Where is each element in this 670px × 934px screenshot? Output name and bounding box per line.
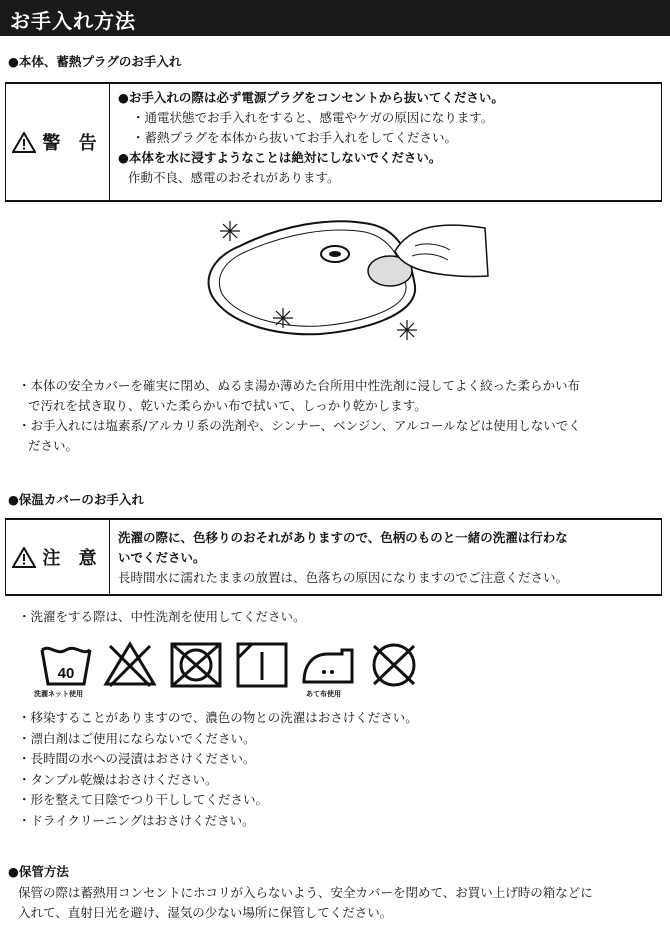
warning-box: [5, 82, 662, 202]
caution-label-cell: [6, 520, 110, 594]
warning-triangle-icon: [12, 132, 36, 153]
warning-line: ●お手入れの際は必ず電源プラグをコンセントから抜いてください。: [118, 90, 504, 105]
warning-label-cell: [6, 84, 110, 200]
section-heading-storage: ●保管方法: [8, 864, 69, 879]
warning-line: ●本体を水に浸すようなことは絶対にしないでください。: [118, 150, 442, 165]
wash-note: ・洗濯をする際は、中性洗剤を使用してください。: [18, 609, 306, 624]
note-item: ・形を整えて日陰でつり干ししてください。: [18, 792, 269, 807]
care-line: ・本体の安全カバーを確実に閉め、ぬるま湯か薄めた台所用中性洗剤に浸してよく絞った柔らかい布: [18, 378, 581, 393]
caution-text: [118, 528, 653, 588]
note-item: ・漂白剤はご使用にならないでください。: [18, 730, 256, 746]
line-dry-shade-icon: [234, 640, 290, 690]
iron-low-icon: [298, 640, 358, 690]
wash-40-icon: [38, 640, 94, 690]
note-item: ・移染することがありますので、濃色の物との洗濯はおさけください。: [18, 710, 418, 725]
care-line: ・お手入れには塩素系/アルカリ系の洗剤や、シンナー、ベンジン、アルコールなどは使用しないでく: [18, 418, 581, 433]
care-instructions: [18, 376, 658, 456]
caution-label: 注 意: [42, 548, 103, 569]
warning-line: ・通電状態でお手入れをすると、感電やケガの原因になります。: [132, 110, 494, 125]
caution-line: 洗濯の際に、色移りのおそれがありますので、色柄のものと一緒の洗濯は行わな: [118, 530, 568, 545]
warning-line: 作動不良、感電のおそれがあります。: [128, 170, 340, 185]
cover-notes: [18, 708, 658, 831]
no-tumble-dry-icon: [168, 640, 224, 690]
caution-triangle-icon: [12, 547, 36, 568]
care-line: で汚れを拭き取り、乾いた柔らかい布で拭いて、しっかり乾かします。: [28, 398, 427, 413]
wash-caption: 洗濯ネット使用: [34, 690, 83, 698]
laundry-symbols: [30, 640, 450, 700]
storage-line: 保管の際は蓄熱用コンセントにホコリが入らないよう、安全カバーを閉めて、お買い上げ時の箱などに: [18, 885, 593, 900]
no-dry-clean-icon: [366, 640, 422, 690]
iron-caption: あて布使用: [306, 690, 341, 698]
caution-line: いでください。: [118, 550, 206, 565]
title-bar: [0, 0, 670, 36]
warning-line: ・蓄熱プラグを本体から抜いてお手入れをしてください。: [132, 130, 458, 145]
no-bleach-icon: [102, 640, 158, 690]
section-heading-cover-care: ●保温カバーのお手入れ: [8, 492, 144, 507]
note-item: ・タンブル乾燥はおさけください。: [18, 771, 218, 787]
note-item: ・ドライクリーニングはおさけください。: [18, 812, 255, 828]
section-heading-body-care: ●本体、蓄熱プラグのお手入れ: [8, 54, 182, 69]
note-item: ・長時間の水への浸漬はおさけください。: [18, 751, 256, 766]
warning-label: 警 告: [42, 133, 103, 154]
caution-box: [5, 518, 662, 596]
warning-text: [118, 88, 653, 188]
storage-text: [18, 883, 658, 923]
wash-temp: 40: [57, 665, 75, 682]
cleaning-illustration: [200, 206, 490, 356]
storage-line: 入れて、直射日光を避け、湿気の少ない場所に保管してください。: [18, 905, 393, 920]
page-title: お手入れ方法: [10, 9, 136, 33]
caution-line: 長時間水に濡れたままの放置は、色落ちの原因になりますのでご注意ください。: [118, 570, 569, 585]
care-line: ださい。: [28, 438, 79, 453]
